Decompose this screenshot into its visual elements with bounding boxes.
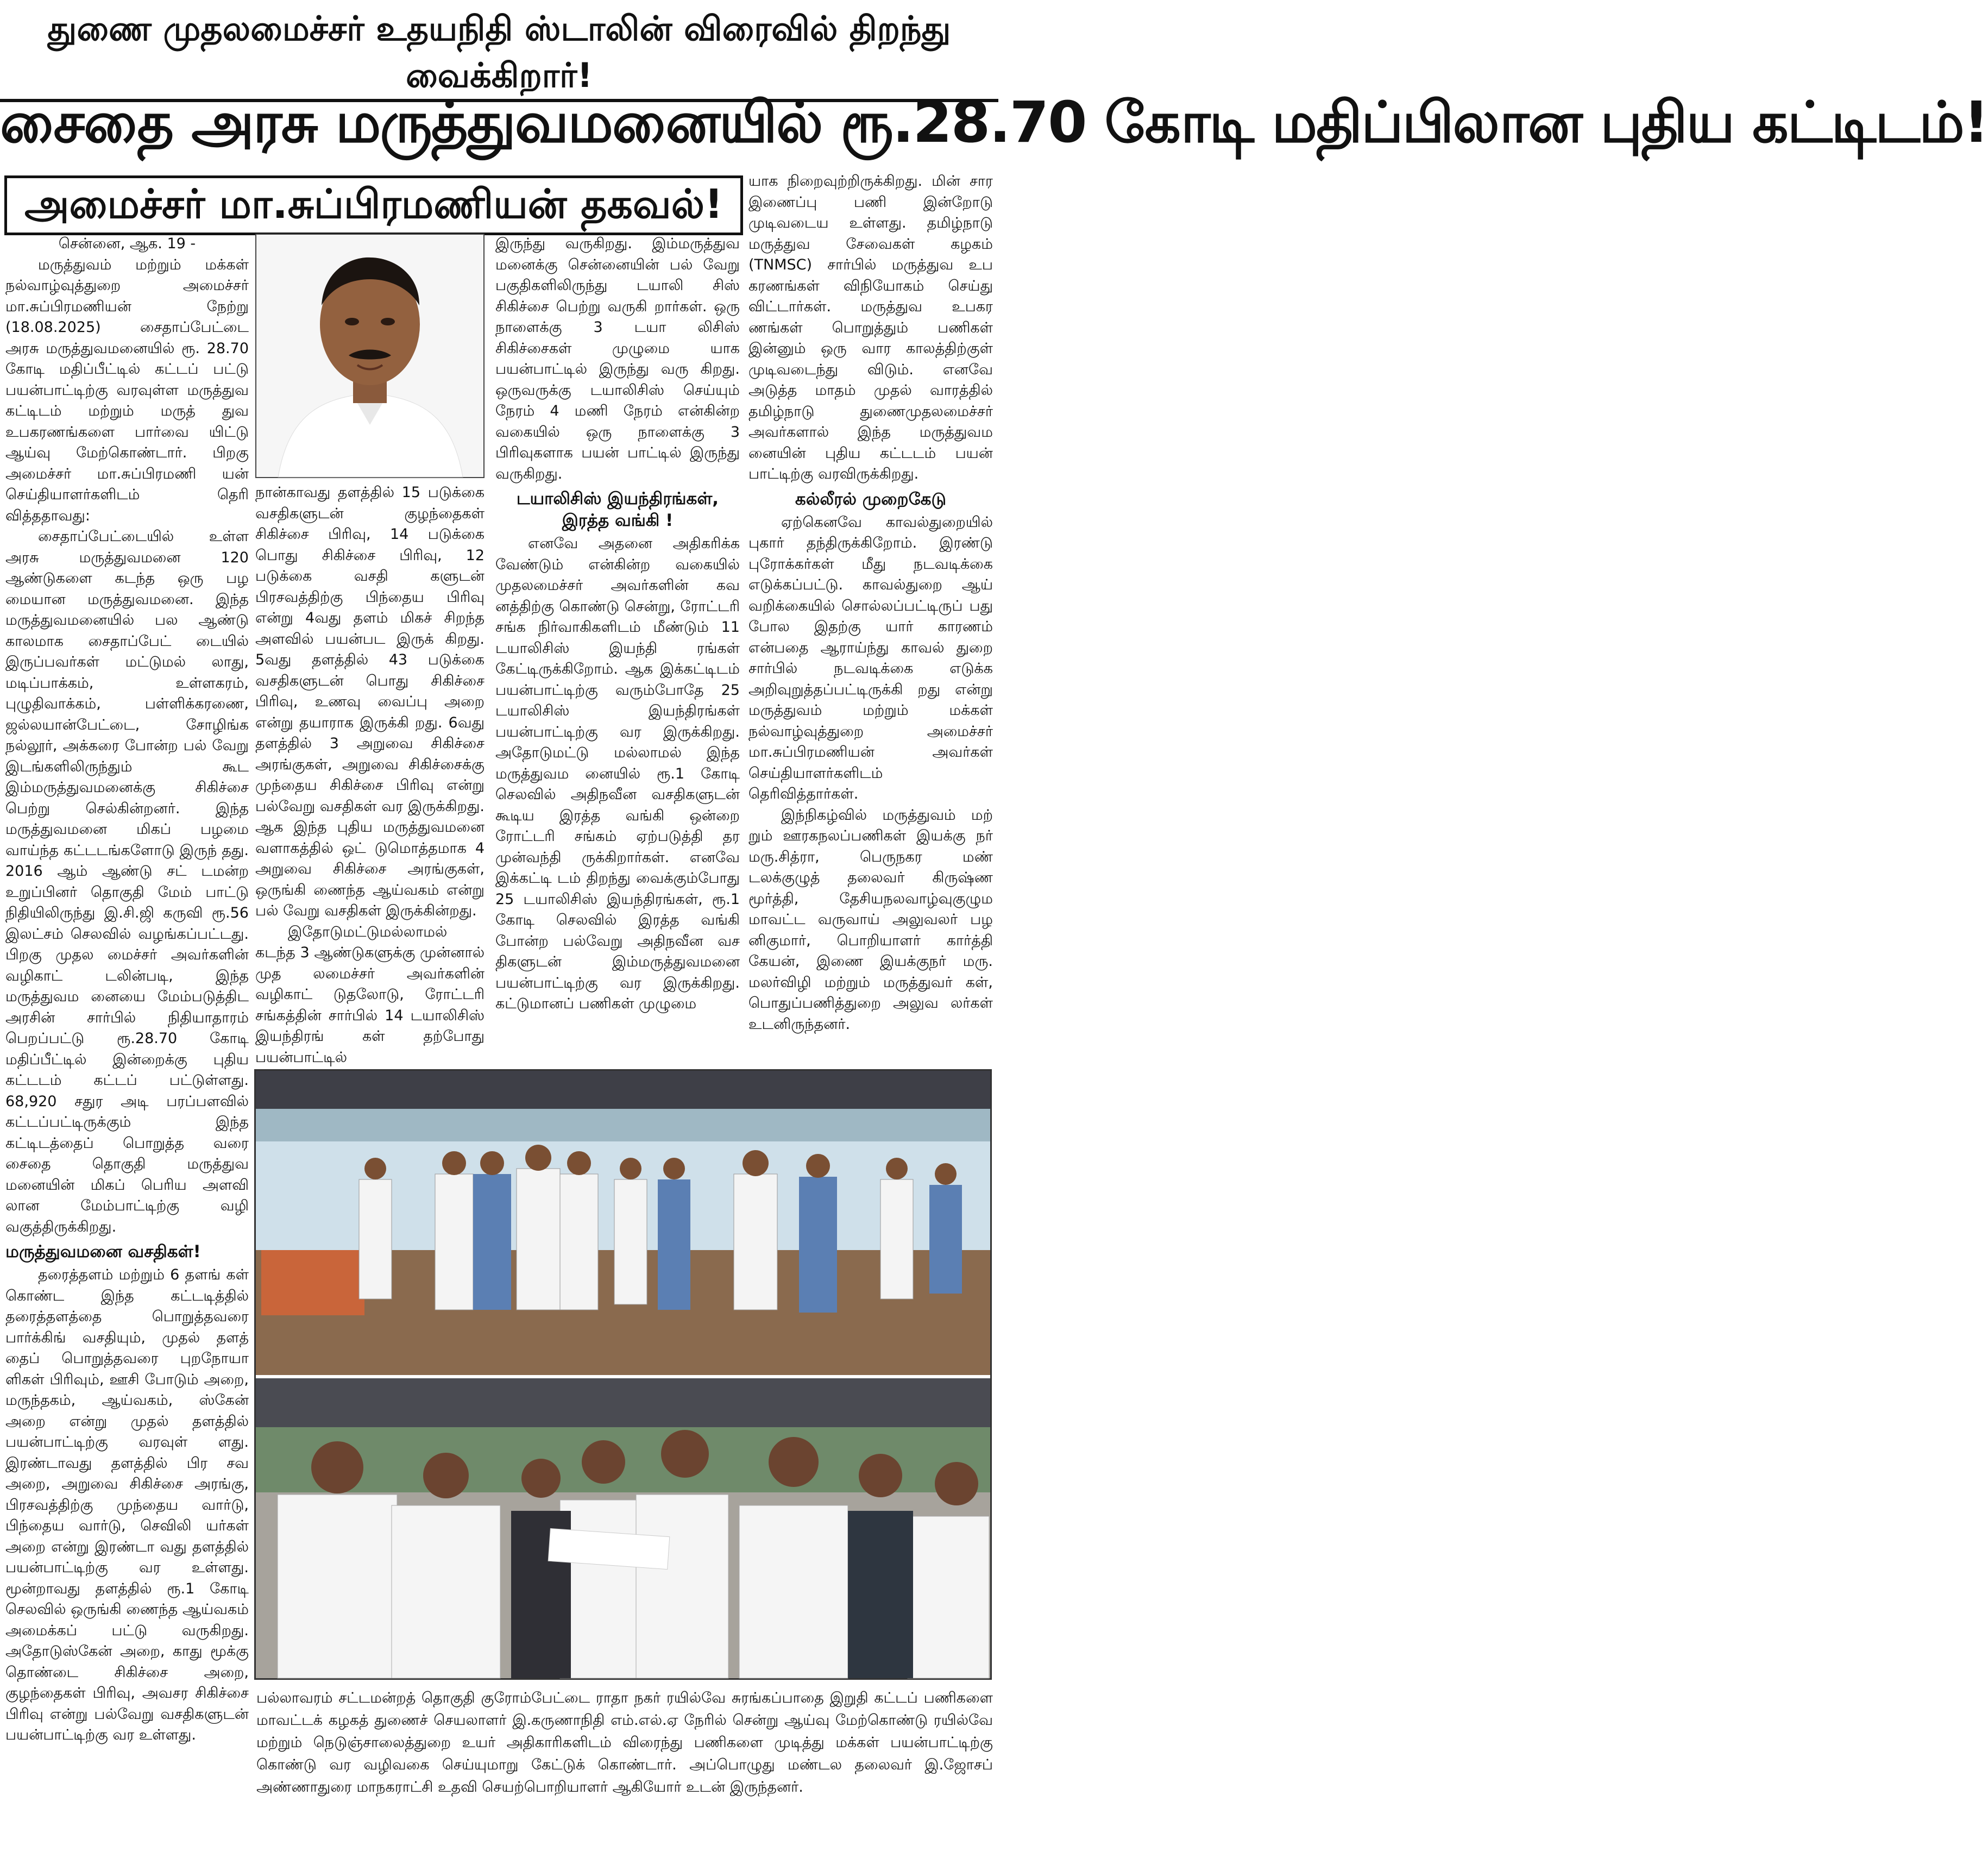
- paragraph: இதோடுமட்டுமல்லாமல் கடந்த 3 ஆண்டுகளுக்கு முன்னால் முத லமைச்சர் அவர்களின் வழிகாட் டுதலோடு, ரோட்டரி சங்கத்தின் சார்பில் 14 டயாலிசிஸ் இயந்திரங் கள் தற்போது பயன்பாட்டில்: [255, 923, 485, 1066]
- section-heading: கல்லீரல் முறைகேடு: [795, 489, 947, 509]
- portrait-image: [256, 235, 483, 477]
- paragraph: எனவே அதனை அதிகரிக்க வேண்டும் என்கின்ற வகையில் முதலமைச்சர் அவர்களின் கவ னத்திற்கு கொண்டு சென்று, ரோட்டரி சங்க நிர்வாகிகளிடம் மீண்டும் 11 டயாலிசிஸ் இயந்தி ரங்கள் கேட்டிருக்கிறோம். ஆக இக்கட்டிடம் பயன்பாட்டிற்கு வரும்போதே 25 டயாலிசிஸ் இயந்திரங்கள் பயன்பாட்டிற்கு வர இருக்கிறது. அதோடுமட்டு மல்லாமல் இந்த மருத்துவம னையில் ரூ.1 கோடி செலவில் அதிநவீன வசதிகளுடன் கூடிய இரத்த வங்கி ஒன்றை ரோட்டரி சங்கம் ஏற்படுத்தி தர முன்வந்தி ருக்கிறார்கள். எனவே இக்கட்டி டம் திறந்து வைக்கும்போது 25 டயாலிசிஸ் இயந்திரங்கள், ரூ.1 கோடி செலவில் இரத்த வங்கி போன்ற பல்வேறு அதிநவீன வச திகளுடன் இம்மருத்துவமனை பயன்பாட்டிற்கு வர இருக்கிறது. கட்டுமானப் பணிகள் முழுமை: [495, 535, 740, 1012]
- photo-caption: [256, 1687, 993, 1850]
- section-heading: டயாலிசிஸ் இயந்திரங்கள், இரத்த வங்கி !: [516, 489, 719, 530]
- article-column-1: [5, 234, 249, 1858]
- kicker-headline: துணை முதலமைச்சர் உதயநிதி ஸ்டாலின் விரைவில் திறந்து வைக்கிறார்!: [0, 5, 998, 60]
- subhead-box: அமைச்சர் மா.சுப்பிரமணியன் தகவல்!: [4, 175, 743, 235]
- caption-text: பல்லாவரம் சட்டமன்றத் தொகுதி குரோம்பேட்டை ராதா நகர் ரயில்வே சுரங்கப்பாதை இறுதி கட்டப் பணிகளை மாவட்டக் கழகத் துணைச் செயலாளர் இ.கருணாநிதி எம்.எல்.ஏ நேரில் சென்று ஆய்வு மேற்கொண்டு ரயில்வே மற்றும் நெடுஞ்சாலைத்துறை உயர் அதிகாரிகளிடம் விரைந்து பணிகளை முடித்து மக்கள் பயன்பாட்டிற்கு கொண்டு வர வழிவகை செய்யுமாறு கேட்டுக் கொண்டார். அப்பொழுது மண்டல தலைவர் இ.ஜோசப் அண்ணாதுரை மாநகராட்சி உதவி செயற்பொறியாளர் ஆகியோர் உடன் இருந்தனர்.: [256, 1690, 993, 1796]
- paragraph: ஏற்கெனவே காவல்துறையில் புகார் தந்திருக்கிறோம். இரண்டு புரோக்கர்கள் மீது நடவடிக்கை எடுக்கப்பட்டு. காவல்துறை ஆய் வறிக்கையில் சொல்லப்பட்டிருப் பது போல இதற்கு யார் காரணம் என்பதை ஆராய்ந்து காவல் துறை சார்பில் நடவடிக்கை எடுக்க அறிவுறுத்தப்பட்டிருக்கி றது என்று மருத்துவம் மற்றும் மக்கள் நல்வாழ்வுத்துறை அமைச்சர் மா.சுப்பிரமணியன் அவர்கள் செய்தியாளர்களிடம் தெரிவித்தார்கள்.: [748, 513, 993, 802]
- paragraph: நான்காவது தளத்தில் 15 படுக்கை வசதிகளுடன் குழந்தைகள் சிகிச்சை பிரிவு, 14 படுக்கை பொது சிகிச்சை பிரிவு, 12 படுக்கை வசதி களுடன் பிரசவத்திற்கு பிந்தைய பிரிவு என்று 4வது தளம் மிகச் சிறந்த அளவில் பயன்பட இருக் கிறது. 5வது தளத்தில் 43 படுக்கை வசதிகளுடன் பொது சிகிச்சை பிரிவு, உணவு வைப்பு அறை என்று தயாராக இருக்கி றது. 6வது தளத்தில் 3 அறுவை சிகிச்சை அரங்குகள், அறுவை சிகிச்சைக்கு முந்தைய சிகிச்சை பிரிவு என்று பல்வேறு வசதிகள் வர இருக்கிறது. ஆக இந்த புதிய மருத்துவமனை வளாகத்தில் ஒட் டுமொத்தமாக 4 அறுவை சிகிச்சை அரங்குகள், ஒருங்கி ணைந்த ஆய்வகம் என்று பல் வேறு வசதிகள் இருக்கின்றது.: [255, 484, 485, 919]
- article-column-4: [748, 171, 993, 1068]
- inspection-photos: [256, 1071, 990, 1678]
- dateline: சென்னை, ஆக. 19 -: [58, 235, 196, 252]
- main-headline: சைதை அரசு மருத்துவமனையில் ரூ.28.70 கோடி மதிப்பிலான புதிய கட்டிடம்!: [0, 89, 1988, 155]
- paragraph: இந்நிகழ்வில் மருத்துவம் மற் றும் ஊரகநலப்பணிகள் இயக்கு நர் மரு.சித்ரா, பெருநகர மண் டலக்குழுத் தலைவர் கிருஷ்ண மூர்த்தி, தேசியநலவாழ்வுகுழும மாவட்ட வருவாய் அலுவலர் பழ னிகுமார், பொறியாளர் கார்த்தி கேயன், இணை இயக்குநர் மரு. மலர்விழி மற்றும் மருத்துவர் கள், பொதுப்பணித்துறை அலுவ லர்கள் உடனிருந்தனர்.: [748, 806, 993, 1033]
- paragraph: சைதாப்பேட்டையில் உள்ள அரசு மருத்துவமனை 120 ஆண்டுகளை கடந்த ஒரு பழ மையான மருத்துவமனை. இந்த மருத்துவமனையில் பல ஆண்டு காலமாக சைதாப்பேட் டையில் இருப்பவர்கள் மட்டுமல் லாது, மடிப்பாக்கம், உள்ளகரம், புழுதிவாக்கம், பள்ளிக்கரணை, ஜல்லயான்பேட்டை, சோழிங்க நல்லூர், அக்கரை போன்ற பல் வேறு இடங்களிலிருந்தும் கூட இம்மருத்துவமனைக்கு சிகிச்சை பெற்று செல்கின்றனர். இந்த மருத்துவமனை மிகப் பழமை வாய்ந்த கட்டடங்களோடு இருந் தது. 2016 ஆம் ஆண்டு சட் டமன்ற உறுப்பினர் தொகுதி மேம் பாட்டு நிதியிலிருந்து இ.சி.ஜி கருவி ரூ.56 இலட்சம் செலவில் வழங்கப்பட்டது. பிறகு முதல மைச்சர் அவர்களின் வழிகாட் டலின்படி, இந்த மருத்துவம னையை மேம்படுத்திட அரசின் சார்பில் நிதியாதாரம் பெறப்பட்டு ரூ.28.70 கோடி மதிப்பீட்டில் இன்றைக்கு புதிய கட்டடம் கட்டப் பட்டுள்ளது. 68,920 சதுர அடி பரப்பளவில் கட்டப்பட்டிருக்கும் இந்த கட்டிடத்தைப் பொறுத்த வரை சைதை தொகுதி மருத்துவ மனையின் மிகப் பெரிய அளவி லான மேம்பாட்டிற்கு வழி வகுத்திருக்கிறது.: [5, 528, 249, 1235]
- paragraph: யாக நிறைவுற்றிருக்கிறது. மின் சார இணைப்பு பணி இன்றோடு முடிவடைய உள்ளது. தமிழ்நாடு மருத்துவ சேவைகள் கழகம் (TNMSC) சார்பில் மருத்துவ உப கரணங்கள் விநியோகம் செய்து விட்டார்கள். மருத்துவ உபகர ணங்கள் பொறுத்தும் பணிகள் இன்னும் ஒரு வார காலத்திற்குள் முடிவடைந்து விடும். எனவே அடுத்த மாதம் முதல் வாரத்தில் தமிழ்நாடு துணைமுதலமைச்சர் அவர்களால் இந்த மருத்துவம னையின் புதிய கட்டடம் பயன் பாட்டிற்கு வரவிருக்கிறது.: [748, 173, 993, 482]
- minister-portrait: [255, 234, 485, 478]
- article-column-3: [495, 234, 740, 1068]
- article-column-2: [255, 482, 485, 1066]
- section-heading: மருத்துவமனை வசதிகள்!: [5, 1242, 201, 1261]
- paragraph: தரைத்தளம் மற்றும் 6 தளங் கள் கொண்ட இந்த கட்டடித்தில் தரைத்தளத்தை பொறுத்தவரை பார்க்கிங் வசதியும், முதல் தளத் தைப் பொறுத்தவரை புறநோயா ளிகள் பிரிவும், ஊசி போடும் அறை, மருந்தகம், ஆய்வகம், ஸ்கேன் அறை என்று முதல் தளத்தில் பயன்பாட்டிற்கு வரவுள் ளது. இரண்டாவது தளத்தில் பிர சவ அறை, அறுவை சிகிச்சை அரங்கு, பிரசவத்திற்கு முந்தைய வார்டு, பிந்தைய வார்டு, செவிலி யர்கள் அறை என்று இரண்டா வது தளத்தில் பயன்பாட்டிற்கு வர உள்ளது. மூன்றாவது தளத்தில் ரூ.1 கோடி செலவில் ஒருங்கி ணைந்த ஆய்வகம் அமைக்கப் பட்டு வருகிறது. அதோடுஸ்கேன் அறை, காது மூக்கு தொண்டை சிகிச்சை அறை, குழந்தைகள் பிரிவு, அவசர சிகிச்சை பிரிவு என்று பல்வேறு வசதிகளுடன் பயன்பாட்டிற்கு வர உள்ளது.: [5, 1266, 249, 1743]
- paragraph: மருத்துவம் மற்றும் மக்கள் நல்வாழ்வுத்துறை அமைச்சர் மா.சுப்பிரமணியன் நேற்று (18.08.2025) சைதாப்பேட்டை அரசு மருத்துவமனையில் ரூ. 28.70 கோடி மதிப்பீட்டில் கட்டப் பட்டு பயன்பாட்டிற்கு வரவுள்ள மருத்துவ கட்டிடம் மற்றும் மருத் துவ உபகரணங்களை பார்வை யிட்டு ஆய்வு மேற்கொண்டார். பிறகு அமைச்சர் மா.சுப்பிரமணி யன் செய்தியாளர்களிடம் தெரி வித்ததாவது:: [5, 256, 249, 524]
- paragraph: இருந்து வருகிறது. இம்மருத்துவ மனைக்கு சென்னையின் பல் வேறு பகுதிகளிலிருந்து டயாலி சிஸ் சிகிச்சை பெற்று வருகி றார்கள். ஒரு நாளைக்கு 3 டயா லிசிஸ் சிகிச்சைகள் முழுமை யாக பயன்பாட்டில் இருந்து வரு கிறது. ஒருவருக்கு டயாலிசிஸ் செய்யும் நேரம் 4 மணி நேரம் என்கின்ற வகையில் ஒரு நாளைக்கு 3 பிரிவுகளாக பயன் பாட்டில் இருந்து வருகிறது.: [495, 235, 740, 482]
- news-photo: [254, 1069, 992, 1680]
